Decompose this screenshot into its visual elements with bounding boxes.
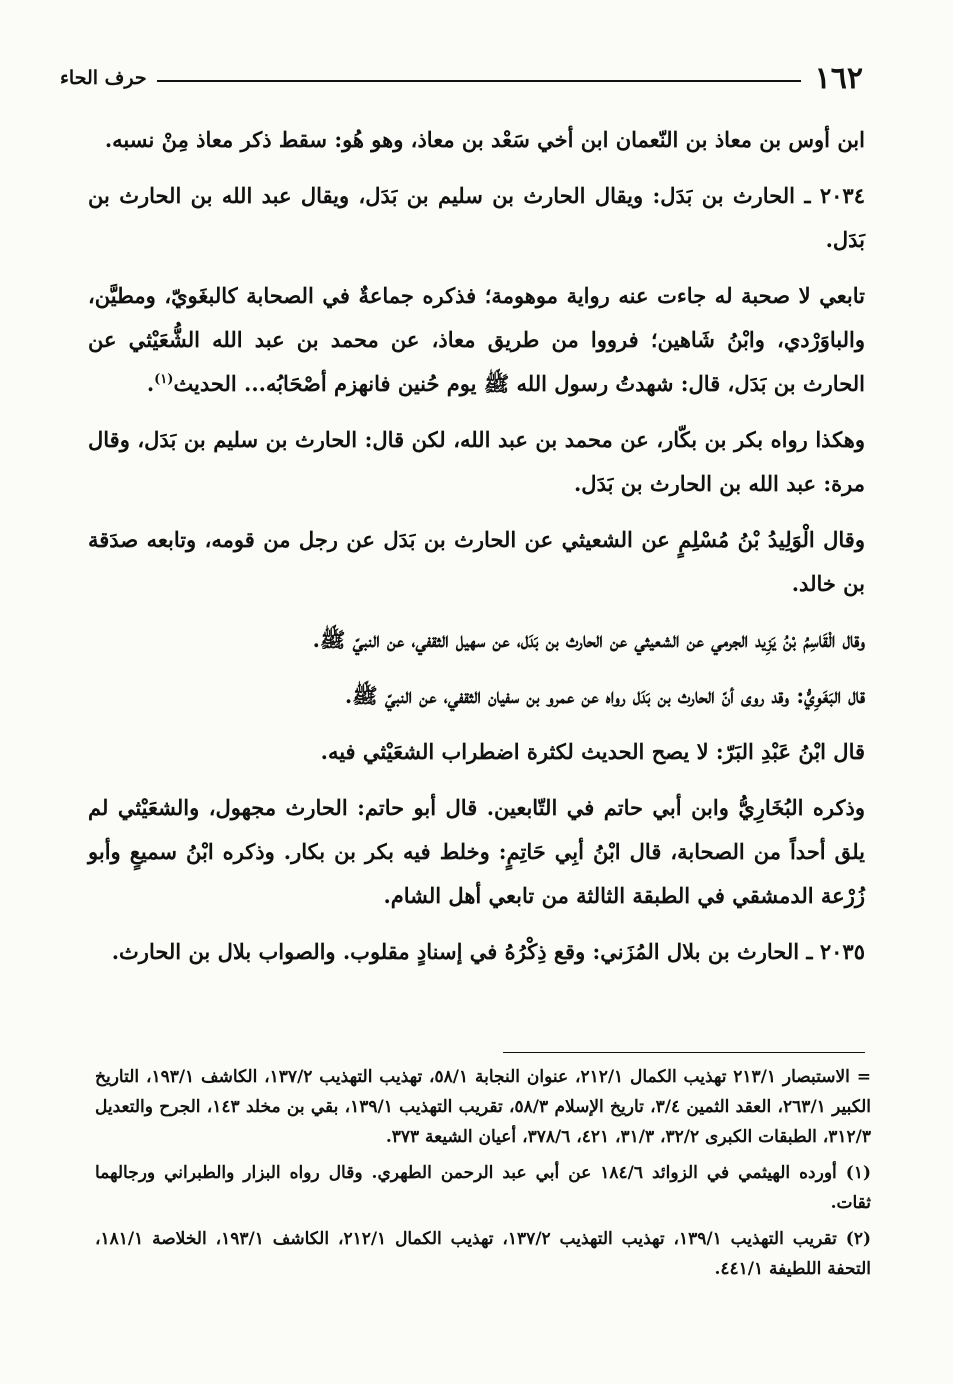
paragraph: وهكذا رواه بكر بن بكّار، عن محمد بن عبد الله، لكن قال: الحارث بن سليم بن بَدَل، وقال مرة: عبد الله بن الحارث بن بَدَل. xyxy=(88,427,865,496)
header-rule xyxy=(157,80,801,82)
paragraph-text: تابعي لا صحبة له جاءت عنه رواية موهومة؛ فذكره جماعةٌ في الصحابة كالبغَويّ، ومطيَّن، والباوَرْدي، وابْنُ شَاهين؛ فرووا من طريق معاذ، عن محمد بن عبد الله الشُّعَيْثي عن الحارث بن بَدَل، قال: شهدتُ رسول الله ﷺ يوم حُنين فانهزم أصْحَابُه... الحديث xyxy=(88,283,865,396)
footnote: = الاستبصار ٢١٣/١ تهذيب الكمال ٢١٢/١، عنوان النجابة ٥٨/١، تهذيب التهذيب ١٣٧/٢، الكاشف ١٩٣/١، التاريخ الكبير ٢٦٣/١، العقد الثمين ٣/٤، تاريخ الإسلام ٥٨/٣، تقريب التهذيب ١٣٩/١، بقي بن مخلد ١٤٣، الجرح والتعديل ٣١٢/٣، الطبقات الكبرى ٣٢/٢، ٣١/٣، ٤٢١، ٣٧٨/٦، أعيان الشيعة ٣٧٣. xyxy=(95,1067,871,1147)
paragraph: تابعي لا صحبة له جاءت عنه رواية موهومة؛ فذكره جماعةٌ في الصحابة كالبغَويّ، ومطيَّن، والباوَرْدي، وابْنُ شَاهين؛ فرووا من طريق معاذ، عن محمد بن عبد الله الشُّعَيْثي عن الحارث بن بَدَل، قال: شهدتُ رسول الله ﷺ يوم حُنين فانهزم أصْحَابُه... الحديث$^{(١)}$. xyxy=(88,283,865,396)
paragraph: قال البَغَوِيُّ: وقد روى أنّ الحارث بن بَدَل رواه عن عمرو بن سفيان الثقفي، عن النبيّ ﷺ. xyxy=(344,683,865,708)
paragraph: وقال الْقَاسِمُ بْنُ يَزِيد الجرمي عن الشعيثي عن الحارث بن بَدَل، عن سهيل الثقفي، عن النبيّ ﷺ. xyxy=(312,627,865,652)
footnotes xyxy=(95,1062,871,1290)
entry-2035: ٢٠٣٥ ـ الحارث بن بلال المُزَني: وقع ذِكْرُهُ في إسنادٍ مقلوب. والصواب بلال بن الحارث. xyxy=(111,939,865,964)
paragraph: قال ابْنُ عَبْدِ البَرّ: لا يصح الحديث لكثرة اضطراب الشعَيْثي فيه. xyxy=(320,739,865,764)
chapter-title: حرف الحاء xyxy=(60,67,147,89)
footnote-rule xyxy=(503,1052,865,1053)
footnote-marker: (١) xyxy=(154,372,174,387)
footnote: (١) أورده الهيثمي في الزوائد ١٨٤/٦ عن أبي عبد الرحمن الطهري. وقال رواه البزار والطبراني ورجالهما ثقات. xyxy=(95,1163,871,1213)
page-header xyxy=(60,58,863,98)
page-number: ١٦٢ xyxy=(814,60,863,96)
footnote: (٢) تقريب التهذيب ١٣٩/١، تهذيب التهذيب ١٣٧/٢، تهذيب الكمال ٢١٢/١، الكاشف ١٩٣/١، الخلاصة ١٨١/١، التحفة اللطيفة ٤٤١/١. xyxy=(95,1229,871,1279)
main-text xyxy=(88,118,865,986)
paragraph: وقال الْوَلِيدُ بْنُ مُسْلِمٍ عن الشعيثي عن الحارث بن بَدَل عن رجل من قومه، وتابعه صدَقة بن خالد. xyxy=(88,527,865,596)
paragraph: ابن أوس بن معاذ بن النّعمان ابن أخي سَعْد بن معاذ، وهو هُو: سقط ذكر معاذ مِنْ نسبه. xyxy=(104,127,865,152)
entry-2034: ٢٠٣٤ ـ الحارث بن بَدَل: ويقال الحارث بن سليم بن بَدَل، ويقال عبد الله بن الحارث بن بَدَل. xyxy=(88,183,865,252)
paragraph: وذكره البُخَارِيُّ وابن أبي حاتم في التّابعين. قال أبو حاتم: الحارث مجهول، والشعَيْثي لم يلق أحداً من الصحابة، قال ابْنُ أبِي حَاتِمٍ: وخلط فيه بكر بن بكار. وذكره ابْنُ سميعٍ وأبو زُرْعة الدمشقي في الطبقة الثالثة من تابعي أهل الشام. xyxy=(88,795,865,908)
